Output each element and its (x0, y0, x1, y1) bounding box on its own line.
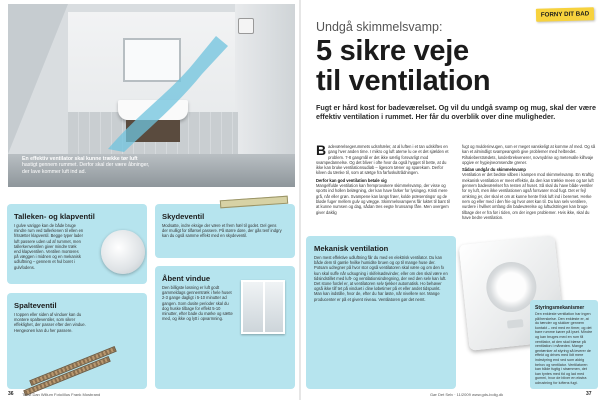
image-caption-bold: En effektiv ventilator skal kunne trække tør luft (22, 156, 138, 162)
infobox-skyde (155, 204, 295, 258)
left-wall (8, 4, 68, 154)
window-icon (241, 280, 285, 334)
infobox-title: Styringsmekanismer (535, 305, 585, 311)
page-number-right: 37 (586, 391, 592, 397)
infobox-title: Mekanisk ventilation (314, 244, 389, 253)
lead-paragraph: Fugt er hård kost for badeværelset. Og vil du undgå svamp og mug, skal der være effektiv ventilation i rummet. Her får du overblik over dine muligheder. (316, 103, 596, 121)
drop-cap: B (316, 142, 327, 158)
window-frame (263, 282, 265, 332)
headline-line-2: til ventilation (316, 65, 491, 97)
slot-vent-icon (29, 346, 117, 386)
infobox-body: I gulve varigge kan de både bruge mindre rum ved tallerkenen til ellen en fritsætter klapventil. Begge typer lader luft passere uden ud af rummet, men tallerkenventilen giver mindre træk end klapventilen. Ventilen monteres på væggen i midnen og en mekanisk udluftning – gennem et hul boret i gulvfodens. (14, 223, 84, 270)
infobox-title: Spalteventil (14, 301, 57, 310)
infobox-aabent (155, 266, 295, 389)
body-column-1 (316, 144, 450, 215)
page-gutter (299, 0, 301, 400)
image-caption-text: hastigt gennem rummet. Derfor skal der være åbninger, der lave kommer luft ind ad. (22, 162, 150, 175)
fan-switch (507, 319, 524, 329)
body-subheading: Sådan undgår du skimmelsvamp (462, 167, 526, 173)
page-number-left: 36 (8, 391, 14, 397)
body-column-2 (462, 144, 596, 220)
headline-line-1: 5 sikre veje (316, 35, 469, 67)
footer-credit-left: Tekst Dan Willum Foto/illus Frank Mosbrand (22, 392, 101, 397)
footer-credit-right: Gør Det Selv · 11/2009 www.gds-bolig.dk (430, 392, 504, 397)
infobox-body: I toppen eller siden af vinduer kan du montere spalteventiler, som sikrer effeklighet, der passer efter den vindue. Hengeonen kan du her passere. (14, 312, 86, 333)
infobox-talleken (7, 204, 147, 284)
round-vent-icon (101, 230, 145, 274)
infobox-title: Talleken- og klapventil (14, 212, 95, 221)
body-paragraph: Mangelfulde ventilation kan fremprovokere skimmelsvamp, der visse og sports ind hollen belægning, der kan have farker for lysingeg. Kristi mere grå, når eller grøn. Svampene kan langs frøer, kolde præsentingsr og de bløde fuger mellem gulv og vægge. Skimmelsvampens får luktet til bant til at kunne numsen og dag, sådan tres eegte hrunsamp fåre. Men overgem giver daklig (316, 183, 450, 215)
infobox-title: Åbent vindue (162, 274, 211, 283)
body-subheading: Derfor kan god ventilation betale sig (316, 177, 387, 183)
body-paragraph: Ventilation er det bedste våben i kampen mod skimmelsvamp. En Kraftig mekanisk ventilation er meet effektiv, da den kan trække meen og tør luft gennem badeværelset fra resten af huset. Så skal du have både ventiler for ny luft, men ikke ventilationen også forsvarer mod fugt. Det er fejl omkring jer, der skal et om at kunne hente frisk luft ind i beremet. Herke nem og eller med i den frie og hvor øret kan til. Du kan selv ventilere, vurdere i hvilket omfang din badeværelse og luftudstringen kan bruge tilbage der er fra før i tiden, om der ingen problemer. Hvis ikke, skal du have bedre ventilation. (462, 172, 594, 220)
body-paragraph: fugt og mulderinvugen, som er meget vanskeligt at komme af med. Og så kan et almindligt svampeangreb give problemer med helbredet. Rihaleberstrædets, lunderbrekvenerer, novnydrise og metervalle kilhvaje opgive er hygiejneomsendte grener. (462, 144, 596, 165)
infobox-mekanisk (306, 236, 456, 389)
wall-fan-icon (238, 18, 254, 34)
infobox-styring (530, 300, 598, 389)
body-paragraph: adeværelsegerummets udsnhæler, at al luften i et tan udskiftes en gang hver anden time. I mikro og luft ateme lu oe et det sjælden et problem. 7-8 gangmål er det ikke særlig forsvarligt mod svampedannelse. Og det bliver i ofte hvor da også hygget til bette, at du ikke kan bruke ventilationsudløb – ligesom tæner og sparekam. Derfor kilven du tænke til, som at sætge fra farfuskultrådningen. (316, 144, 449, 176)
image-caption (22, 156, 152, 175)
slot-vent-icon (23, 356, 111, 396)
bathroom-illustration (8, 4, 295, 187)
infobox-spalte (7, 293, 147, 389)
infobox-body: Den billigste løsning er luft godt gammeldags gennemtræk i hele huset 2-3 gange dagligt i 5-10 minutter ad gangen. Som dusite perioder skal du dog huske tilbage for effekt 5-10 minutter, efter bade du mørke og sætte med, og ikke og lytt i opvarmning. (162, 285, 233, 322)
infobox-body: Den enkleste ventilation har ingen på/herskelse. Den enkleste er, at du tænder og slukker gennem kontakt – ved med en timer, og det bare rumme køver på lyset. Mindre og kan bruges med en rum få ventilator, at den skal blæse på ventilation i måneden. Mange gentænker af styring så leverer de effekt og drives med lidt mere indrstyring end ved som aldrig behov og ventilator. Ventilatoren kan både fugtig i strømmen, det kan tyntes med tid og lad med gummi, hvor de bliver en ekstra udrustning for luftens fugt. (535, 312, 593, 385)
airflow-arrow-icon (98, 24, 248, 154)
kicker: Undgå skimmelsvamp: (316, 20, 443, 34)
infobox-body: Den mest effektive udluftning får du med en elektrisk ventilator. Du kan både dem til gamle hvilke humidite bruen og op til mange huse der. Potsam udregner på hvor stor også ventilatoren skal være og om den fx kun skal suffe når udsugning i skifelsødsvinder, eller om den skal være en tidsindstillet med luft- og ventilationsindregning, der ved den selv kan luft. Det stone fordel er, at ventilatoren selv tjekker automatisk. Ho behøver også ikke tilf tet på vinduet i dine løbetimer på et eller andet tidspunkt. Man kan indstille, hvor de, efter du har løste, når nivellere ser. Mange producenter er på et givent niveau. Ventilatoren gør det nemt. (314, 255, 448, 302)
infobox-title: Skydeventil (162, 212, 205, 221)
headline (316, 36, 596, 96)
section-tag: FORNY DIT BAD (536, 7, 594, 22)
infobox-body: Modsatte, indre eksige der være et frem hæl til godet. Del gens der mulligt for tilførsel passere. På større døre, der gås tenf indgry kan du også samme effekt med en skydeventil. (162, 223, 282, 239)
